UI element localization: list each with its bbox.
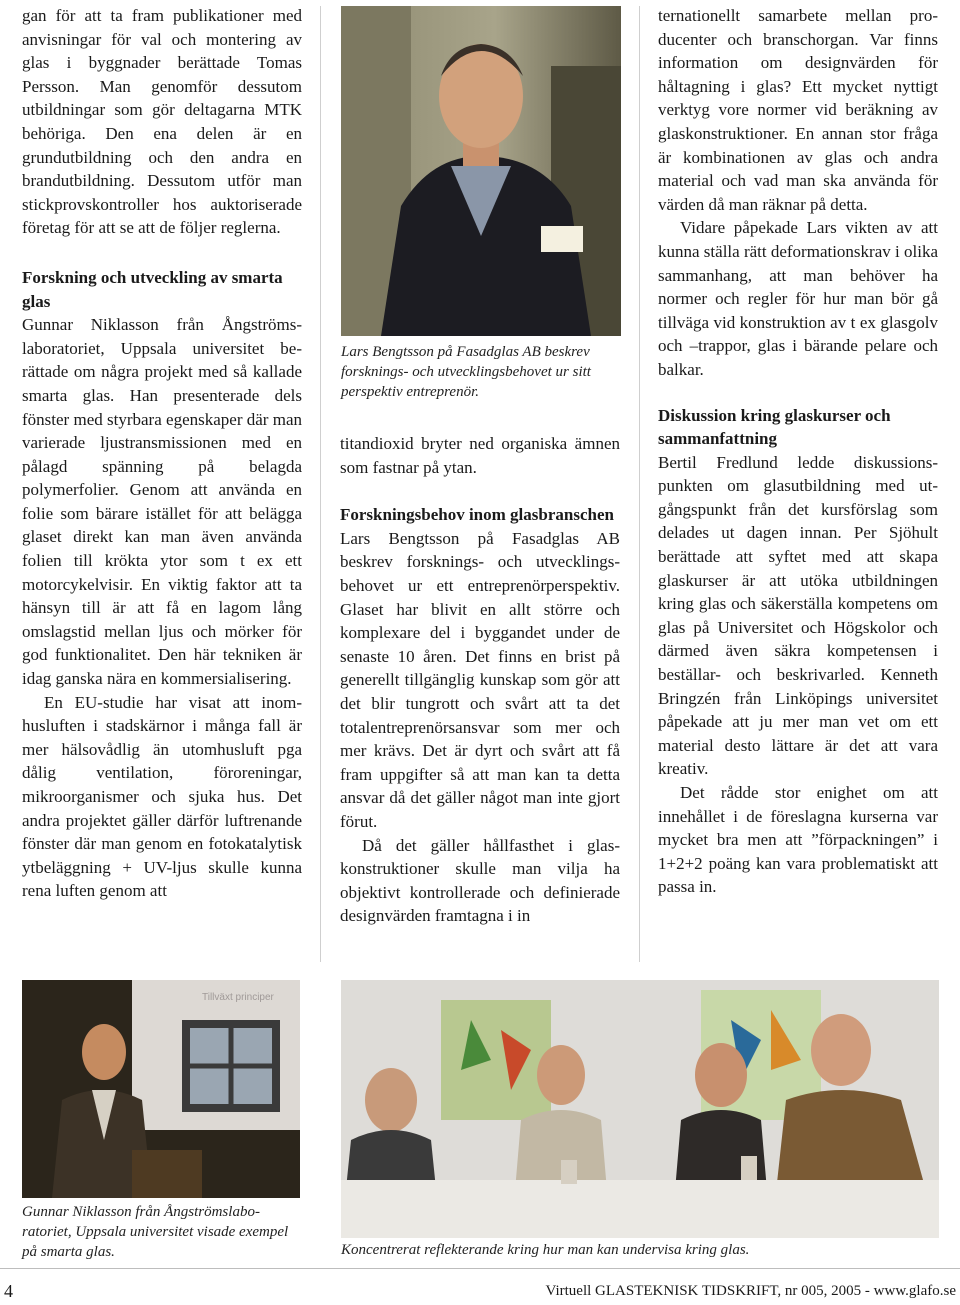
paragraph: Vidare påpekade Lars vikten av att kunna ställa rätt deformationskrav i olika sammanhang, att man behöver ha normer och regler för hur man bör gå tillväga vid konstruktion av t ex glasgolv och –trappor, glas i bärande pelare och balkar. bbox=[658, 218, 938, 379]
page-number: 4 bbox=[4, 1281, 13, 1301]
paragraph: Det rådde stor enighet om att innehållet i de föreslagna kurserna var mycket bra men att ”förpackningen” i 1+2+2 poäng kan vara problematiskt att passa in. bbox=[658, 783, 938, 897]
photo-caption: Lars Bengtsson på Fasadglas AB beskrev forsknings- och utvecklingsbehovet ur sitt perspektiv entreprenör. bbox=[341, 344, 591, 400]
column-divider bbox=[320, 6, 321, 962]
section-heading: Diskussion kring glaskurser och sammanfattning bbox=[658, 405, 891, 449]
text-column-2 bbox=[340, 432, 620, 928]
paragraph: En EU-studie har visat att inomhusluften i stadskärnor i många fall är mer hälsovådlig än utomhusluft pga dålig ventilation, föroreningar, mikroorganismer och sjuka hus. Det andra projektet gäller därför luftrenande fönster där man genom en fotokatalytisk ytbeläggning + UV-ljus skulle kunna rena luften genom att bbox=[22, 692, 302, 901]
paragraph: Gunnar Niklasson från Ångströmslaboratoriet, Uppsala universitet berättade om några projekt med så kallade smarta glas. Han presenterade dels fönster med styrbara egenskaper där man varierade ljustransmissionen med en pålagd spänning på belagda polymerfolier. Genom att använda en folie som bärare istället för att belägga glaset direkt kan man även använda folien till krökta ytor som t ex ett motorcykelvisir. En viktig faktor att ta hänsyn till är att få en lagom lång omslagstid mellan ljus och mörker för god funktionalitet. Den här tekniken är idag ganska nära en kommersialisering. bbox=[22, 315, 302, 689]
section-heading: Forskning och utveckling av smarta glas bbox=[22, 267, 283, 311]
journal-footer: Virtuell GLASTEKNISK TIDSKRIFT, nr 005, 2005 - www.glafo.se bbox=[545, 1283, 956, 1299]
text-column-1 bbox=[22, 4, 302, 903]
paragraph: ternationellt samarbete mellan producenter och branschorgan. Var finns information om designvärden för håltagning i glas? Ett mycket nyttigt verktyg vore normer vid beräkning av glaskonstruktioner. En annan stor fråga är kombinationen av glas och andra material och vad man ska använda för värden då man räknar på detta. bbox=[658, 6, 938, 214]
paragraph: Då det gäller hållfasthet i glaskonstruktioner skulle man vilja ha objektivt kontrollerade och definierade designvärden framtagna i in bbox=[340, 835, 620, 926]
photo-audience-discussion bbox=[341, 980, 939, 1238]
photo-caption: Koncentrerat reflekterande kring hur man kan undervisa kring glas. bbox=[341, 1242, 750, 1258]
photo-gunnar-niklasson-presenting bbox=[22, 980, 300, 1198]
photo-caption: Gunnar Niklasson från Ångströmslaboratoriet, Uppsala universitet visade exempel på smarta glas. bbox=[22, 1204, 289, 1260]
paragraph: gan för att ta fram publikationer med anvisningar för val och montering av glas i byggnader berättade Tomas Persson. Man genomför dessutom utbildningar som gör deltagarna MTK behöriga. Den ena delen är en grundutbildning och den andra en brandutbildning. Dessutom utför man stickprovskontroller hos auktoriserade företag för att se att de följer reglerna. bbox=[22, 6, 302, 238]
paragraph: Bertil Fredlund ledde diskussionspunkten om glasutbildning med utgångspunkt från det kursförslag som delades ut dagen innan. Per Sjöhult berättade att syftet med att skapa glaskurser är att utöka utbildningen kring glas och säkerställa kompetens om glas på Universitet och Högskolor och därmed även säkra kompetensen i beställar- och beskrivarled. Kenneth Bringzén från Linköpings universitet påpekade att ju mer man vet om ett material desto lättare är det att vara kreativ. bbox=[658, 452, 938, 779]
paragraph: Lars Bengtsson på Fasadglas AB beskrev forsknings- och utvecklingsbehovet ur ett entreprenörperspektiv. Glaset har blivit en allt större och komplexare del i byggandet under de senaste 10 åren. Det finns en brist på generellt tillgänglig kunskap som gör att det blir tungrott och svårt att ta det totalentreprenörsansvar som mer och mer krävs. Det är dyrt och svårt att få fram uppgifter så att man kan ta detta ansvar då det gäller något man inte gjort förut. bbox=[340, 528, 620, 831]
paragraph: titandioxid bryter ned organiska ämnen som fastnar på ytan. bbox=[340, 434, 620, 477]
footer-rule bbox=[0, 1268, 960, 1269]
slide-title-text: Tillväxt principer bbox=[202, 992, 274, 1003]
column-divider bbox=[639, 6, 640, 962]
portrait-photo-lars-bengtsson bbox=[341, 6, 621, 336]
text-column-3 bbox=[658, 4, 938, 899]
section-heading: Forskningsbehov inom glasbranschen bbox=[340, 505, 614, 525]
